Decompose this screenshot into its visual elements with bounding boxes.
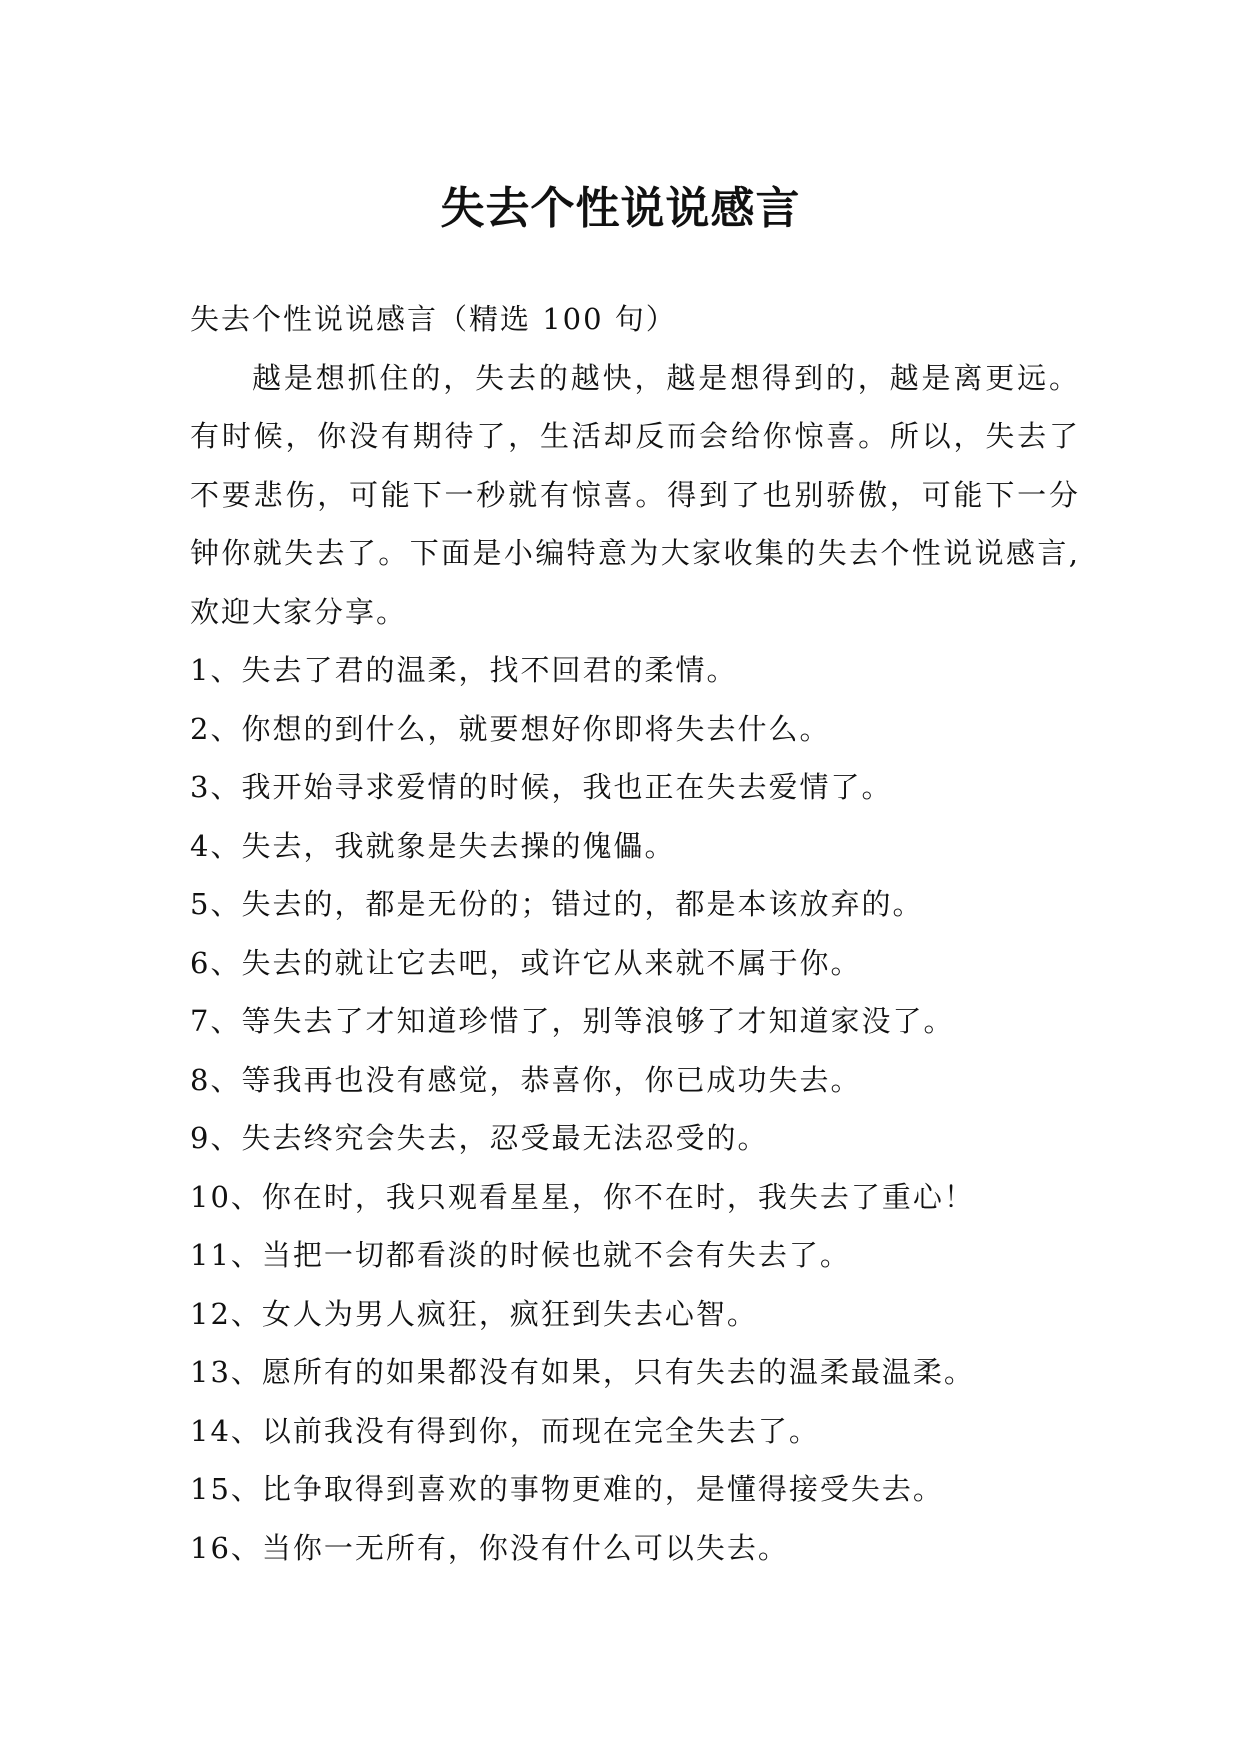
quote-item: 10、你在时，我只观看星星，你不在时，我失去了重心！ <box>190 1179 975 1214</box>
page-title: 失去个性说说感言 <box>440 183 801 235</box>
quote-item: 12、女人为男人疯狂，疯狂到失去心智。 <box>190 1296 758 1331</box>
quote-item: 2、你想的到什么，就要想好你即将失去什么。 <box>190 711 831 746</box>
document-body <box>190 290 1080 1577</box>
quote-item: 8、等我再也没有感觉，恭喜你，你已成功失去。 <box>190 1062 862 1097</box>
quote-list <box>190 641 1080 1577</box>
quote-item: 16、当你一无所有，你没有什么可以失去。 <box>190 1530 789 1565</box>
quote-item: 11、当把一切都看淡的时候也就不会有失去了。 <box>190 1238 851 1272</box>
quote-item: 13、愿所有的如果都没有如果，只有失去的温柔最温柔。 <box>190 1355 975 1389</box>
quote-item: 7、等失去了才知道珍惜了，别等浪够了才知道家没了。 <box>190 1004 955 1038</box>
document-subtitle: 失去个性说说感言（精选 100 句） <box>190 302 677 336</box>
quote-item: 1、失去了君的温柔，找不回君的柔情。 <box>190 653 738 687</box>
quote-item: 6、失去的就让它去吧，或许它从来就不属于你。 <box>190 945 862 980</box>
quote-item: 3、我开始寻求爱情的时候，我也正在失去爱情了。 <box>190 770 893 804</box>
quote-item: 14、以前我没有得到你，而现在完全失去了。 <box>190 1413 820 1448</box>
intro-paragraph: 越是想抓住的，失去的越快，越是想得到的，越是离更远。有时候，你没有期待了，生活却反而会给你惊喜。所以，失去了不要悲伤，可能下一秒就有惊喜。得到了也别骄傲，可能下一分钟你就失去了。下面是小编特意为大家收集的失去个性说说感言,欢迎大家分享。 <box>190 360 1080 629</box>
quote-item: 5、失去的，都是无份的；错过的，都是本该放弃的。 <box>190 887 924 921</box>
quote-item: 4、失去，我就象是失去操的傀儡。 <box>190 828 676 863</box>
quote-item: 15、比争取得到喜欢的事物更难的，是懂得接受失去。 <box>190 1472 944 1506</box>
quote-item: 9、失去终究会失去，忍受最无法忍受的。 <box>190 1121 769 1155</box>
